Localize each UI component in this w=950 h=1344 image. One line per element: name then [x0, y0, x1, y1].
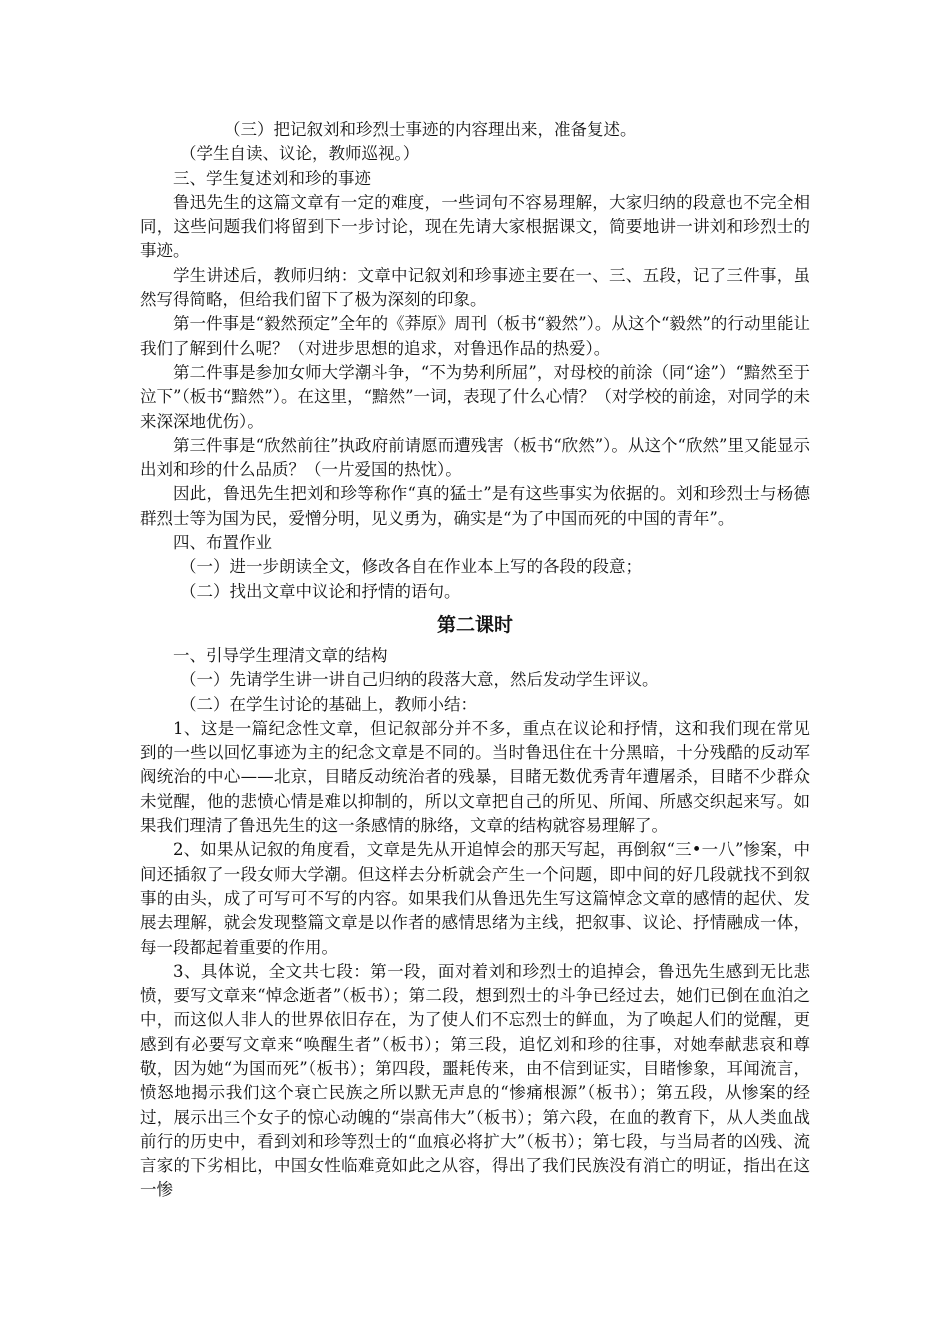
paragraph: 3、具体说，全文共七段：第一段，面对着刘和珍烈士的追掉会，鲁迅先生感到无比悲愤，要写文章来“悼念逝者”（板书）；第二段，想到烈士的斗争已经过去，她们已倒在血泊之中，而这似人非人的世界依旧存在，为了使人们不忘烈士的鲜血，为了唤起人们的觉醒，更感到有必要写文章来“唤醒生者”（板书）；第三段，追忆刘和珍的往事，对她奉献悲哀和尊敬，因为她“为国而死”（板书）；第四段，噩耗传来，由不信到证实，目睹惨象，耳闻流言，愤怒地揭示我们这个衰亡民族之所以默无声息的“惨痛根源”（板书）；第五段，从惨案的经过，展示出三个女子的惊心动魄的“崇高伟大”（板书）；第六段，在血的教育下，从人类血战前行的历史中，看到刘和珍等烈士的“血痕必将扩大”（板书）；第七段，与当局者的凶残、流言家的下劣相比，中国女性临难竟如此之从容，得出了我们民族没有消亡的明证，指出在这一惨 — [140, 961, 810, 1200]
paragraph: （一）先请学生讲一讲自己归纳的段落大意，然后发动学生评议。 — [180, 670, 659, 690]
paragraph: 第一件事是“毅然预定”全年的《莽原》周刊（板书“毅然”）。从这个“毅然”的行动里能让我们了解到什么呢？（对进步思想的追求，对鲁迅作品的热爱）。 — [140, 314, 810, 358]
paragraph: 第二件事是参加女师大学潮斗争，“不为势利所屈”，对母校的前涂（同“途”）“黯然至于泣下”（板书“黯然”）。在这里，“黯然”一词，表现了什么心情？（对学校的前途，对同学的未来深深地优伤）。 — [140, 362, 810, 431]
paragraph: （学生自读、议论，教师巡视。） — [180, 144, 420, 164]
subheading: 一、引导学生理清文章的结构 — [173, 645, 388, 665]
subheading: 四、布置作业 — [173, 533, 272, 553]
paragraph: （三）把记叙刘和珍烈士事迹的内容理出来，准备复述。 — [224, 120, 637, 139]
paragraph: 因此，鲁迅先生把刘和珍等称作“真的猛士”是有这些事实为依据的。刘和珍烈士与杨德群烈士等为国为民，爱憎分明，见义勇为，确实是“为了中国而死的中国的青年”。 — [140, 484, 810, 528]
paragraph: 第三件事是“欣然前往”执政府前请愿而遭残害（板书“欣然”）。从这个“欣然”里又能显示出刘和珍的什么品质？（一片爱国的热忱）。 — [140, 435, 810, 480]
section-title: 第二课时 — [436, 613, 513, 636]
paragraph: 2、如果从记叙的角度看，文章是先从开追悼会的那天写起，再倒叙“三•一八”惨案，中间还插叙了一段女师大学潮。但这样去分析就会产生一个问题，即中间的好几段就找不到叙事的由头，成了可写可不写的内容。如果我们从鲁迅先生写这篇悼念文章的感情的起伏、发展去理解，就会发现整篇文章是以作者的感情思绪为主线，把叙事、议论、抒情融成一体，每一段都起着重要的作用。 — [140, 840, 810, 957]
paragraph: 学生讲述后，教师归纳：文章中记叙刘和珍事迹主要在一、三、五段，记了三件事，虽然写得简略，但给我们留下了极为深刻的印象。 — [140, 265, 810, 310]
paragraph: 1、这是一篇纪念性文章，但记叙部分并不多，重点在议论和抒情，这和我们现在常见到的一些以回忆事迹为主的纪念文章是不同的。当时鲁迅住在十分黑暗，十分残酷的反动军阀统治的中心——北京，目睹反动统治者的残暴，目睹无数优秀青年遭屠杀，目睹不少群众未觉醒，他的悲愤心情是难以抑制的，所以文章把自己的所见、所闻、所感交织起来写。如果我们理清了鲁迅先生的这一条感情的脉络，文章的结构就容易理解了。 — [140, 718, 810, 836]
subheading: 三、学生复述刘和珍的事迹 — [173, 168, 371, 188]
document-page — [140, 118, 810, 1203]
paragraph: 鲁迅先生的这篇文章有一定的难度，一些词句不容易理解，大家归纳的段意也不完全相同，这些问题我们将留到下一步讨论，现在先请大家根据课文，简要地讲一讲刘和珍烈士的事迹。 — [140, 192, 810, 261]
paragraph: （二）找出文章中议论和抒情的语句。 — [180, 581, 461, 601]
paragraph: （二）在学生讨论的基础上，教师小结： — [180, 694, 477, 714]
paragraph: （一）进一步朗读全文，修改各自在作业本上写的各段的段意； — [180, 557, 642, 577]
